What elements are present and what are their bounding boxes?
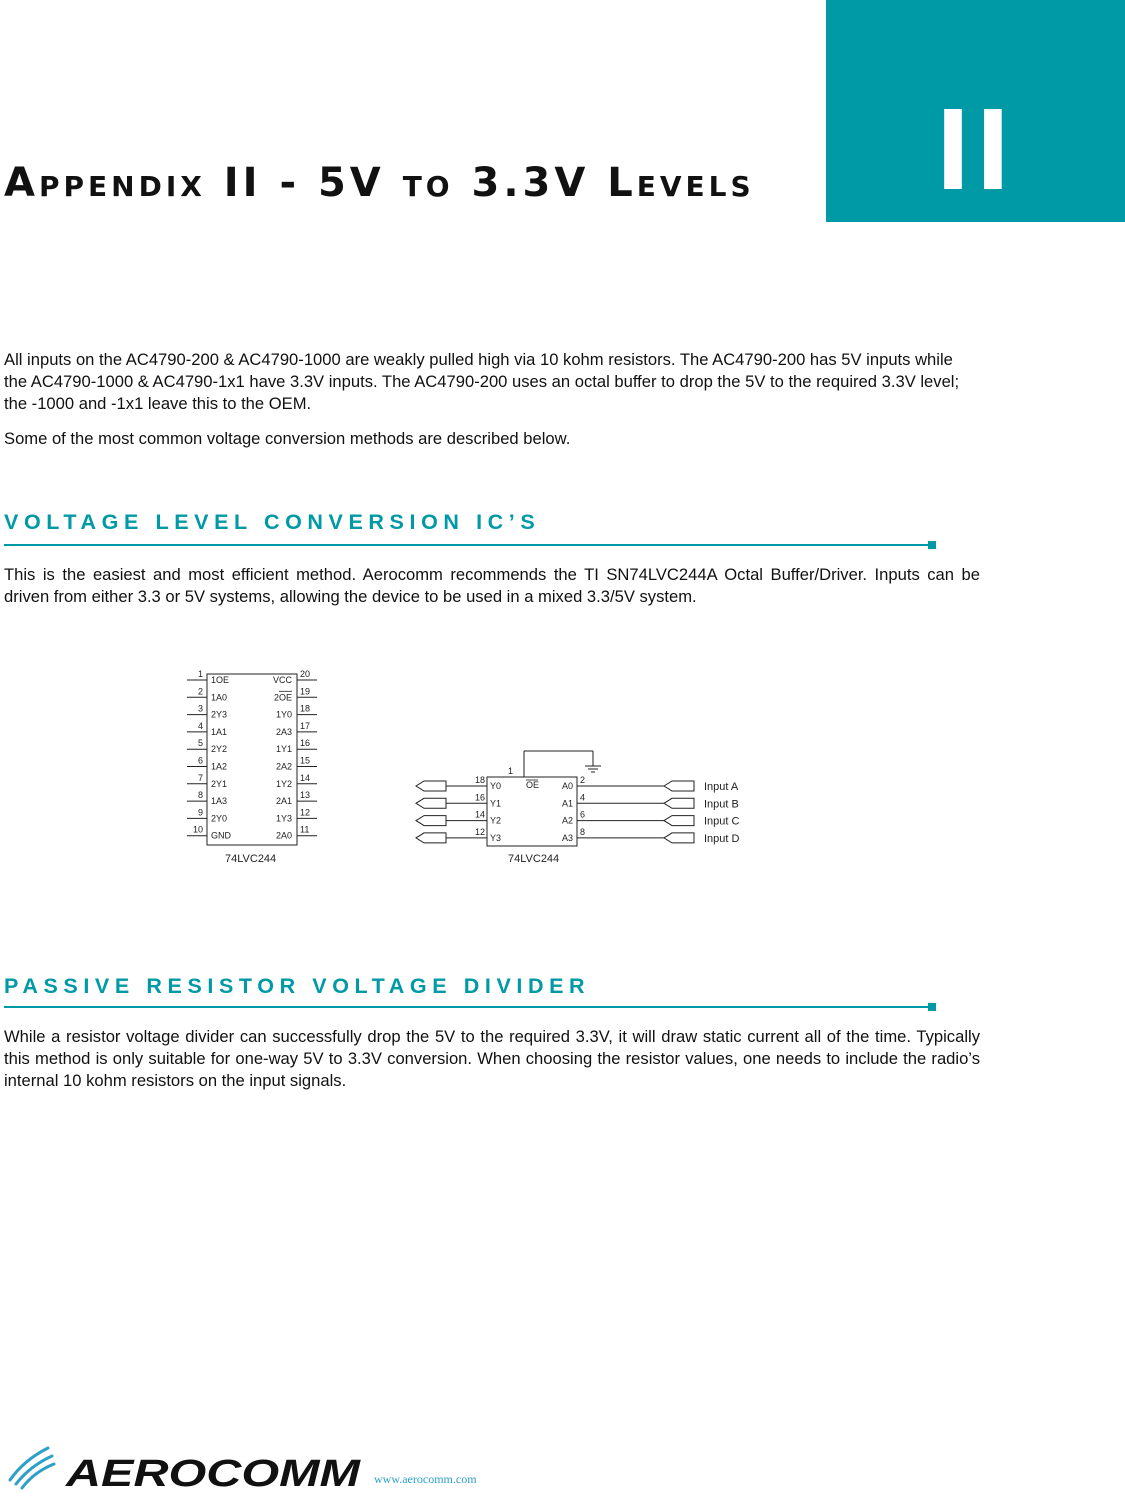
pin-number: 2: [580, 775, 586, 785]
pin-number: 6: [197, 755, 203, 766]
pin-number: 18: [300, 703, 311, 714]
input-label: Input B: [704, 798, 739, 811]
pin-number: 11: [300, 824, 310, 835]
intro-paragraph: All inputs on the AC4790-200 & AC4790-1000 are weakly pulled high via 10 kohm resistors. The AC4790-200 has 5V inputs while the AC4790-1000 & AC4790-1x1 have 3.3V inputs. The AC4790-200 uses an octal buffer to drop the 5V to the required 3.3V level; the -1000 and -1x1 leave this to the OEM.: [4, 350, 960, 413]
section-rule-marker: [928, 1003, 936, 1011]
input-connector: [664, 798, 694, 808]
chapter-number: II: [935, 87, 1016, 215]
pin-number: 14: [300, 772, 311, 783]
page-title: APPENDIX II - 5V TO 3.3V LEVELS: [4, 160, 755, 206]
pin-number: 6: [580, 809, 586, 820]
pin-name: 2OE: [273, 692, 292, 703]
pin-name: A0: [561, 781, 573, 791]
pin-number: 19: [300, 686, 311, 697]
pin-name: 1A1: [211, 726, 228, 737]
pin-name: 1Y1: [275, 744, 292, 755]
section-heading-ic: VOLTAGE LEVEL CONVERSION IC’S: [4, 510, 541, 534]
pin-number: 12: [300, 807, 311, 818]
pin-name: A2: [561, 815, 573, 826]
pin-number: 1: [197, 669, 203, 679]
pin-name: Y0: [490, 781, 502, 791]
chip-pinout: [187, 669, 317, 865]
pin-name: 1Y0: [275, 709, 292, 720]
pin-name: 2Y3: [211, 709, 228, 720]
input-label: Input C: [704, 815, 740, 828]
section-rule: [4, 1006, 930, 1008]
logo-wordmark: AEROCOMM: [64, 1453, 362, 1492]
pin-name: 2A1: [275, 796, 292, 807]
pin-number: 20: [300, 669, 311, 679]
pin-number: 7: [197, 772, 203, 783]
input-connector: [664, 781, 694, 791]
section-heading-divider: PASSIVE RESISTOR VOLTAGE DIVIDER: [4, 974, 591, 998]
pin-name: GND: [211, 830, 231, 841]
pin-number: 2: [197, 686, 203, 697]
pin-number: 5: [197, 738, 203, 749]
pin-number: 17: [300, 720, 311, 731]
output-connector: [416, 816, 446, 826]
pin-number: 9: [197, 807, 203, 818]
input-label: Input D: [704, 832, 740, 845]
intro-paragraph-2: Some of the most common voltage conversion methods are described below.: [4, 429, 571, 448]
pin-number: 12: [474, 826, 485, 837]
pin-name: 2Y1: [211, 778, 228, 789]
pin-number: 4: [197, 720, 203, 731]
buffer-schematic: [416, 751, 740, 865]
section-body-divider: While a resistor voltage divider can successfully drop the 5V to the required 3.3V, it will draw static current all of the time. Typically this method is only suitable for one-way 5V to 3.3V conversion. When choosing the resistor values, one needs to include the radio’s internal 10 kohm resistors on the input signals.: [4, 1027, 980, 1090]
chip-part-label: 74LVC244: [508, 853, 560, 865]
pin-name: 2Y2: [211, 744, 228, 755]
pin-number: 4: [580, 792, 586, 803]
pin-number: 15: [300, 755, 311, 766]
ground-symbol: [585, 766, 601, 772]
pin-name: Y2: [490, 815, 502, 826]
pin-name: 1A3: [211, 796, 228, 807]
chip-part-label: 74LVC244: [225, 853, 277, 865]
pin-name: VCC: [272, 675, 292, 685]
pin-name: 2Y0: [211, 813, 228, 824]
output-connector: [416, 781, 446, 791]
pin-name: Y3: [490, 832, 502, 843]
pin-name: 2A3: [275, 726, 292, 737]
pin-name: 1Y2: [275, 778, 292, 789]
pin-number: 18: [474, 775, 485, 785]
pin-number: 8: [580, 826, 586, 837]
pin-number: 16: [300, 738, 311, 749]
section-body-ic: This is the easiest and most efficient method. Aerocomm recommends the TI SN74LVC244A Octal Buffer/Driver. Inputs can be driven from either 3.3 or 5V systems, allowing the device to be used in a mixed 3.3/5V system.: [4, 565, 980, 606]
output-connector: [416, 833, 446, 843]
pin-number: 14: [474, 809, 485, 820]
pin-name: 2A0: [275, 830, 292, 841]
pin-name: A1: [561, 798, 573, 809]
pin-name: 1OE: [211, 675, 230, 685]
pin-name: 1A2: [211, 761, 228, 772]
pin-name: 2A2: [275, 761, 292, 772]
pin-name: A3: [561, 832, 573, 843]
input-connector: [664, 816, 694, 826]
pin-number: 16: [474, 792, 485, 803]
pin-name: 1A0: [211, 692, 228, 703]
pin-number: 3: [197, 703, 203, 714]
footer-url[interactable]: www.aerocomm.com: [374, 1472, 477, 1486]
pin-name: Y1: [490, 798, 502, 809]
pin-number: 8: [197, 790, 203, 801]
pin-number: 10: [192, 824, 203, 835]
pin-number: 1: [508, 766, 514, 776]
output-connector: [416, 798, 446, 808]
pin-name: 1Y3: [275, 813, 292, 824]
pin-number: 13: [300, 790, 311, 801]
input-label: Input A: [704, 781, 739, 793]
input-connector: [664, 833, 694, 843]
oe-label: OE: [526, 780, 540, 790]
aerocomm-logo: [4, 1440, 364, 1492]
